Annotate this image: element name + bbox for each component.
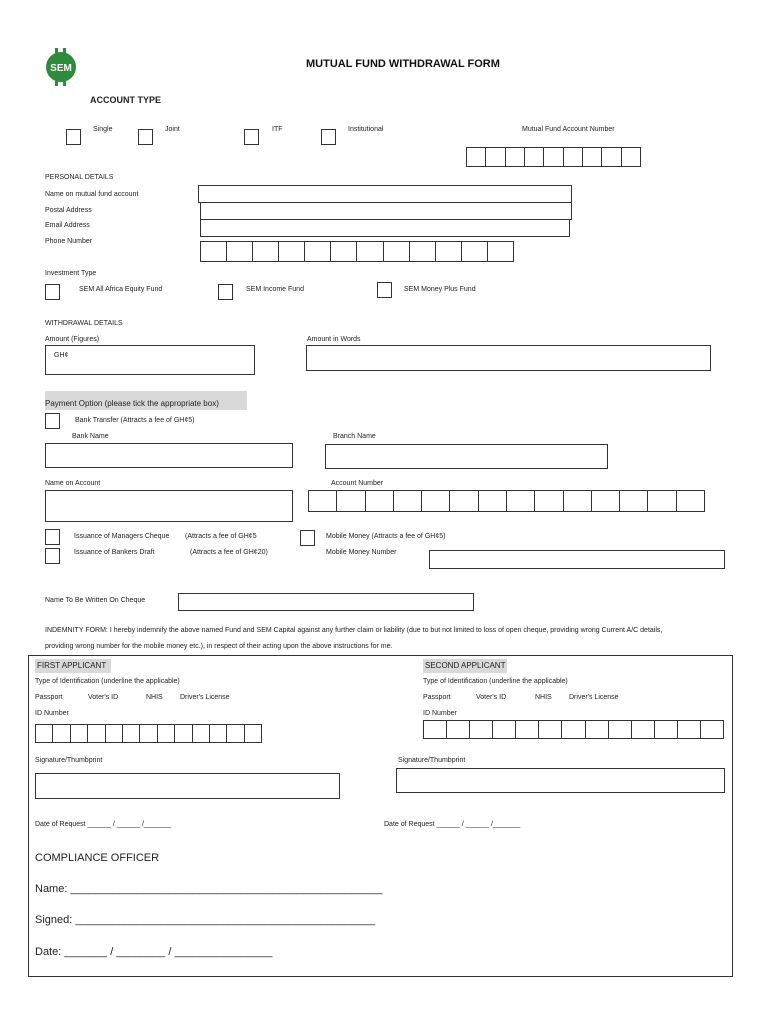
itf-label: ITF (272, 126, 283, 133)
joint-label: Joint (165, 126, 180, 133)
single-checkbox[interactable] (66, 129, 81, 145)
amount-words-label: Amount in Words (307, 336, 361, 343)
first-id-nhis[interactable]: NHIS (146, 694, 163, 701)
second-date-of-request[interactable]: Date of Request ______ / ______ /_______ (384, 821, 521, 828)
withdrawal-heading: WITHDRAWAL DETAILS (45, 320, 123, 327)
first-signature-label: Signature/Thumbprint (35, 757, 103, 764)
first-date-of-request[interactable]: Date of Request ______ / ______ /_______ (35, 821, 172, 828)
form-title: MUTUAL FUND WITHDRAWAL FORM (306, 58, 500, 70)
second-signature-label: Signature/Thumbprint (398, 757, 466, 764)
name-on-account-label: Name on Account (45, 480, 101, 487)
name-label: Name on mutual fund account (45, 191, 139, 198)
managers-cheque-label: Issuance of Managers Cheque (74, 533, 170, 540)
first-id-passport[interactable]: Passport (35, 694, 63, 701)
money-plus-label: SEM Money Plus Fund (404, 286, 476, 293)
second-id-nhis[interactable]: NHIS (535, 694, 552, 701)
bankers-draft-label: Issuance of Bankers Draft (74, 549, 155, 556)
second-id-passport[interactable]: Passport (423, 694, 451, 701)
bank-account-number-cells[interactable] (308, 490, 705, 512)
branch-name-field[interactable] (325, 444, 608, 469)
compliance-heading: COMPLIANCE OFFICER (35, 852, 160, 864)
amount-words-field[interactable] (306, 345, 711, 371)
personal-details-heading: PERSONAL DETAILS (45, 174, 114, 181)
name-on-account-field[interactable] (45, 490, 293, 522)
second-id-drivers[interactable]: Driver's License (569, 694, 619, 701)
bank-name-field[interactable] (45, 443, 293, 468)
first-id-number-cells[interactable] (35, 724, 262, 743)
postal-field[interactable] (200, 202, 572, 220)
mobile-money-number-field[interactable] (429, 550, 725, 569)
bankers-draft-fee: (Attracts a fee of GH¢20) (190, 549, 268, 556)
bank-transfer-checkbox[interactable] (45, 413, 60, 429)
equity-fund-checkbox[interactable] (45, 284, 60, 300)
money-plus-checkbox[interactable] (377, 282, 392, 298)
name-field[interactable] (198, 185, 572, 203)
first-id-voters[interactable]: Voter's ID (88, 694, 119, 701)
branch-name-label: Branch Name (333, 433, 376, 440)
phone-cells[interactable] (200, 241, 514, 262)
indemnity-line-1: INDEMNITY FORM: I hereby indemnify the above named Fund and SEM Capital against any further claim or liability (due to but not limited to loss of open cheque, providing wrong Current A/C details, (45, 627, 663, 634)
email-label: Email Address (45, 222, 90, 229)
account-type-heading: ACCOUNT TYPE (90, 95, 162, 105)
first-signature-field[interactable] (35, 773, 340, 799)
account-number-cells[interactable] (466, 147, 641, 167)
amount-figures-label: Amount (Figures) (45, 336, 100, 343)
bank-transfer-label: Bank Transfer (Attracts a fee of GH¢5) (75, 417, 195, 424)
phone-label: Phone Number (45, 238, 93, 245)
bank-name-label: Bank Name (72, 433, 109, 440)
account-number-label: Mutual Fund Account Number (522, 126, 615, 133)
indemnity-line-2: providing wrong number for the mobile money etc.), in respect of their acting upon the above instructions for me. (45, 643, 393, 650)
single-label: Single (93, 126, 113, 133)
applicants-section (28, 655, 733, 977)
first-id-drivers[interactable]: Driver's License (180, 694, 230, 701)
email-field[interactable] (200, 219, 570, 237)
svg-text:SEM: SEM (50, 63, 72, 74)
managers-cheque-checkbox[interactable] (45, 529, 60, 545)
institutional-label: Institutional (348, 126, 384, 133)
second-id-voters[interactable]: Voter's ID (476, 694, 507, 701)
cheque-name-label: Name To Be Written On Cheque (45, 597, 146, 604)
first-applicant-heading: FIRST APPLICANT (37, 661, 107, 670)
second-signature-field[interactable] (396, 768, 725, 793)
itf-checkbox[interactable] (244, 129, 259, 145)
managers-cheque-fee: (Attracts a fee of GH¢5 (185, 533, 257, 540)
mobile-money-number-label: Mobile Money Number (326, 549, 397, 556)
compliance-signed-line[interactable]: Signed: _________________________________________________ (35, 914, 376, 926)
mobile-money-label: Mobile Money (Attracts a fee of GH¢5) (326, 533, 446, 540)
investment-type-heading: Investment Type (45, 270, 97, 277)
compliance-name-line[interactable]: Name: ___________________________________________________ (35, 883, 383, 895)
postal-label: Postal Address (45, 207, 92, 214)
second-id-number-label: ID Number (423, 710, 457, 717)
first-id-number-label: ID Number (35, 710, 69, 717)
sem-logo (42, 48, 80, 86)
account-number-label-2: Account Number (331, 480, 384, 487)
equity-fund-label: SEM All Africa Equity Fund (79, 286, 163, 293)
income-fund-checkbox[interactable] (218, 284, 233, 300)
amount-figures-field[interactable] (45, 345, 255, 375)
income-fund-label: SEM Income Fund (246, 286, 304, 293)
mobile-money-checkbox[interactable] (300, 530, 315, 546)
second-id-number-cells[interactable] (423, 720, 724, 739)
institutional-checkbox[interactable] (321, 129, 336, 145)
bankers-draft-checkbox[interactable] (45, 548, 60, 564)
first-id-type-label: Type of Identification (underline the applicable) (35, 678, 180, 685)
compliance-date-line[interactable]: Date: _______ / ________ / ________________ (35, 946, 273, 958)
second-id-type-label: Type of Identification (underline the applicable) (423, 678, 568, 685)
second-applicant-heading: SECOND APPLICANT (425, 661, 506, 670)
cheque-name-field[interactable] (178, 593, 474, 611)
currency-prefix: GH¢ (54, 352, 69, 359)
joint-checkbox[interactable] (138, 129, 153, 145)
payment-heading: Payment Option (please tick the appropriate box) (45, 399, 219, 408)
